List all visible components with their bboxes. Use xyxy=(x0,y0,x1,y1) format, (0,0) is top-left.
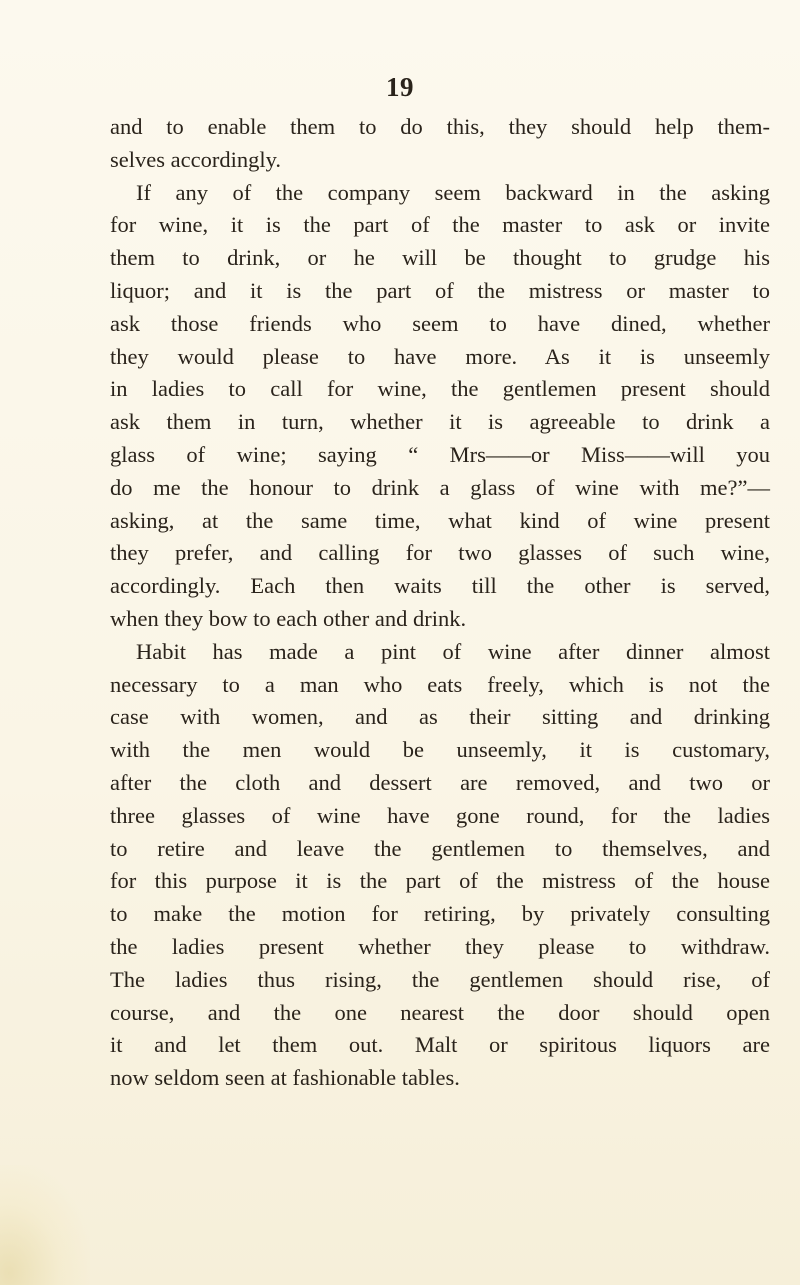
text-line: case with women, and as their sitting and drinking xyxy=(110,704,770,730)
text-line: when they bow to each other and drink. xyxy=(110,605,467,631)
page-number: 19 xyxy=(386,72,414,102)
text-line: with the men would be unseemly, it is customary, xyxy=(110,737,770,763)
text-line: do me the honour to drink a glass of wine with me?”— xyxy=(110,474,770,500)
text-line: Habit has made a pint of wine after dinner almost xyxy=(136,638,770,664)
text-line: The ladies thus rising, the gentlemen should rise, of xyxy=(110,966,770,992)
text-line: glass of wine; saying “ Mrs——or Miss——will you xyxy=(110,441,770,467)
text-line: ask those friends who seem to have dined, whether xyxy=(110,310,770,336)
text-line: accordingly. Each then waits till the other is served, xyxy=(110,573,770,599)
text-line: asking, at the same time, what kind of wine present xyxy=(110,507,770,533)
text-line: them to drink, or he will be thought to grudge his xyxy=(110,245,770,271)
text-line: after the cloth and dessert are removed, and two or xyxy=(110,769,770,795)
paper-stain xyxy=(0,1165,90,1285)
text-line: for wine, it is the part of the master to ask or invite xyxy=(110,212,770,238)
text-line: in ladies to call for wine, the gentlemen present should xyxy=(110,376,770,402)
text-line: ask them in turn, whether it is agreeable to drink a xyxy=(110,409,770,435)
text-line: three glasses of wine have gone round, for the ladies xyxy=(110,802,770,828)
text-line: they would please to have more. As it is unseemly xyxy=(110,343,770,369)
text-line: course, and the one nearest the door should open xyxy=(110,999,770,1025)
text-line: now seldom seen at fashionable tables. xyxy=(110,1065,460,1091)
text-line: selves accordingly. xyxy=(110,146,281,172)
text-line: to make the motion for retiring, by privately consulting xyxy=(110,901,770,927)
text-line: necessary to a man who eats freely, which is not the xyxy=(110,671,770,697)
text-line: and to enable them to do this, they should help them- xyxy=(110,114,770,139)
text-line: the ladies present whether they please to withdraw. xyxy=(110,933,770,959)
text-line: for this purpose it is the part of the mistress of the house xyxy=(110,868,770,894)
text-line: liquor; and it is the part of the mistress or master to xyxy=(110,277,770,303)
text-line: it and let them out. Malt or spiritous liquors are xyxy=(110,1032,770,1058)
text-line: If any of the company seem backward in the asking xyxy=(136,179,770,205)
text-line: they prefer, and calling for two glasses of such wine, xyxy=(110,540,770,566)
text-line: to retire and leave the gentlemen to themselves, and xyxy=(110,835,770,861)
body-text xyxy=(110,111,770,1095)
